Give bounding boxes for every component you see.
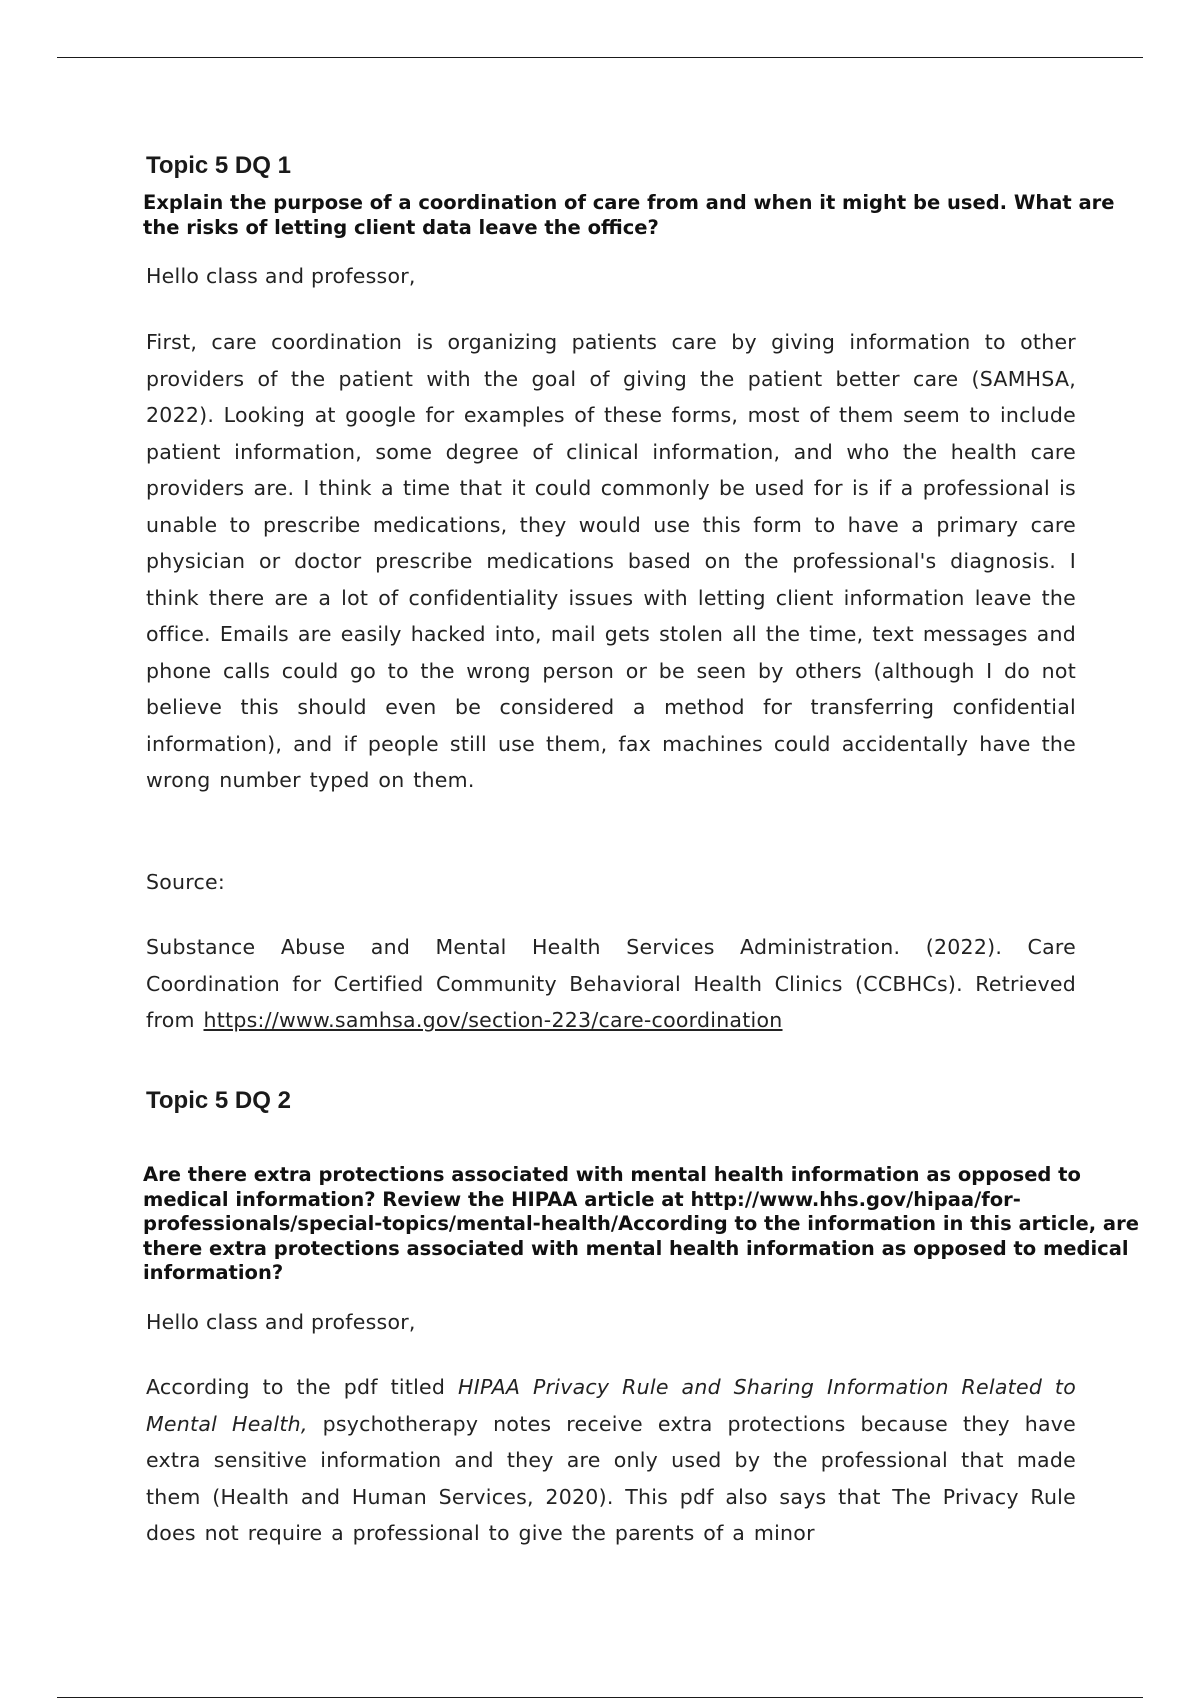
dq1-reference-text: Substance Abuse and Mental Health Services Administration. (2022). Care Coordination for Certified Community Behavioral Health Clinics (CCBHCs). Retrieved from (146, 935, 1076, 1032)
dq1-source-label: Source: (146, 870, 226, 894)
dq1-reference (146, 929, 1076, 1039)
dq2-heading: Topic 5 DQ 2 (146, 1087, 291, 1114)
dq2-body-prefix: According to the pdf titled (146, 1375, 446, 1399)
dq1-heading: Topic 5 DQ 1 (146, 152, 291, 179)
dq2-body-title: HIPAA Privacy Rule and Sharing Information Related to Mental Health, (146, 1375, 1076, 1436)
dq1-reference-link[interactable]: https://www.samhsa.gov/section-223/care-coordination (203, 1008, 783, 1032)
dq2-question: Are there extra protections associated with mental health information as opposed to medical information? Review the HIPAA article at http://www.hhs.gov/hipaa/for-professionals/special-topics/mental-health/According to the information in this article, are there extra protections associated with mental health information as opposed to medical information? (143, 1163, 1139, 1284)
footer-rule (57, 1697, 1143, 1698)
dq1-greeting: Hello class and professor, (146, 264, 416, 288)
dq2-body (146, 1369, 1076, 1552)
dq1-question: Explain the purpose of a coordination of care from and when it might be used. What are the risks of letting client data leave the office? (143, 191, 1115, 239)
dq2-greeting: Hello class and professor, (146, 1310, 416, 1334)
header-rule (57, 57, 1143, 58)
dq1-body: First, care coordination is organizing patients care by giving information to other providers of the patient with the goal of giving the patient better care (SAMHSA, 2022). Looking at google for examples of these forms, most of them seem to include patient information, some degree of clinical information, and who the health care providers are. I think a time that it could commonly be used for is if a professional is unable to prescribe medications, they would use this form to have a primary care physician or doctor prescribe medications based on the professional's diagnosis. I think there are a lot of confidentiality issues with letting client information leave the office. Emails are easily hacked into, mail gets stolen all the time, text messages and phone calls could go to the wrong person or be seen by others (although I do not believe this should even be considered a method for transferring confidential information), and if people still use them, fax machines could accidentally have the wrong number typed on them. (146, 330, 1076, 792)
dq2-body-rest: psychotherapy notes receive extra protections because they have extra sensitive information and they are only used by the professional that made them (Health and Human Services, 2020). This pdf also says that The Privacy Rule does not require a professional to give the parents of a minor (146, 1411, 1077, 1545)
